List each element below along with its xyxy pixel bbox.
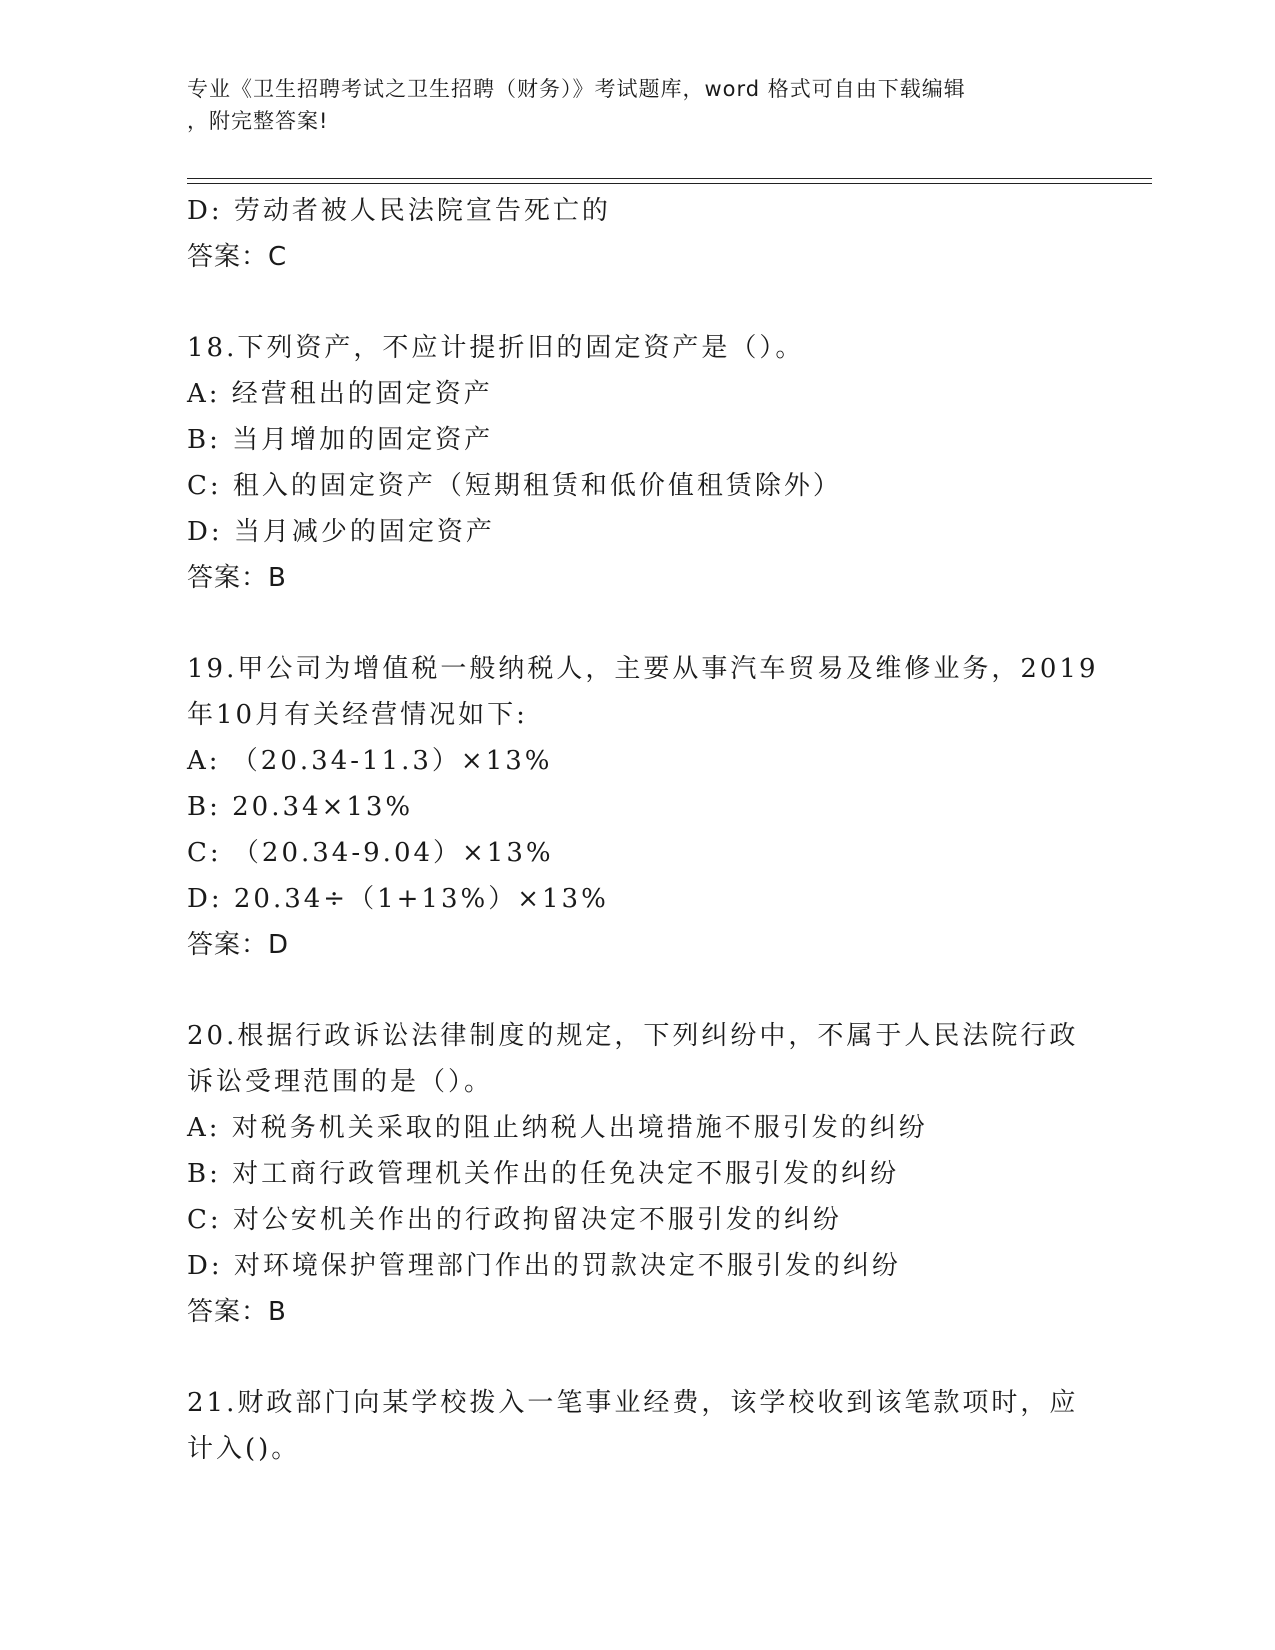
question-stem-continued: 计入()。	[187, 1434, 301, 1464]
header-line-2: ，附完整答案!	[187, 109, 329, 133]
option-d: D: 对环境保护管理部门作出的罚款决定不服引发的纠纷	[187, 1251, 901, 1281]
spacer	[187, 1335, 1087, 1380]
option-a: A: 经营租出的固定资产	[187, 379, 493, 409]
spacer	[187, 280, 1087, 325]
question-stem: 18.下列资产，不应计提折旧的固定资产是（）。	[187, 333, 805, 363]
option-a: A: （20.34-11.3）×13%	[187, 746, 553, 776]
option-d: D: 当月减少的固定资产	[187, 517, 495, 547]
answer-line: 答案：C	[187, 242, 288, 272]
option-b: B: 对工商行政管理机关作出的任免决定不服引发的纠纷	[187, 1159, 900, 1189]
question-18	[187, 325, 1087, 601]
option-a: A: 对税务机关采取的阻止纳税人出境措施不服引发的纠纷	[187, 1113, 928, 1143]
spacer	[187, 601, 1087, 646]
answer-line: 答案：D	[187, 930, 290, 960]
question-stem: 19.甲公司为增值税一般纳税人，主要从事汽车贸易及维修业务，2019	[187, 654, 1099, 684]
answer-line: 答案：B	[187, 563, 287, 593]
question-content	[187, 188, 1099, 1472]
question-21	[187, 1380, 1087, 1472]
question-stem: 20.根据行政诉讼法律制度的规定，下列纠纷中，不属于人民法院行政	[187, 1021, 1079, 1051]
question-20	[187, 1013, 1087, 1335]
header-divider-bottom	[187, 183, 1152, 184]
option-c: C: 对公安机关作出的行政拘留决定不服引发的纠纷	[187, 1205, 842, 1235]
option-d: D: 20.34÷（1+13%）×13%	[187, 884, 609, 914]
option-b: B: 当月增加的固定资产	[187, 425, 494, 455]
page-header	[187, 73, 1067, 137]
option-c: C: 租入的固定资产（短期租赁和低价值租赁除外）	[187, 471, 842, 501]
question-stem-continued: 诉讼受理范围的是（）。	[187, 1067, 494, 1097]
option-c: C: （20.34-9.04）×13%	[187, 838, 554, 868]
spacer	[187, 968, 1087, 1013]
question-19	[187, 646, 1099, 968]
question-stem-continued: 年10月有关经营情况如下:	[187, 700, 528, 730]
header-line-1: 专业《卫生招聘考试之卫生招聘（财务）》考试题库，word 格式可自由下载编辑	[187, 77, 966, 101]
option-d: D: 劳动者被人民法院宣告死亡的	[187, 196, 611, 226]
header-divider-top	[187, 178, 1152, 179]
answer-line: 答案：B	[187, 1297, 287, 1327]
option-b: B: 20.34×13%	[187, 792, 414, 822]
previous-question-tail	[187, 188, 1087, 280]
question-stem: 21.财政部门向某学校拨入一笔事业经费，该学校收到该笔款项时，应	[187, 1388, 1079, 1418]
